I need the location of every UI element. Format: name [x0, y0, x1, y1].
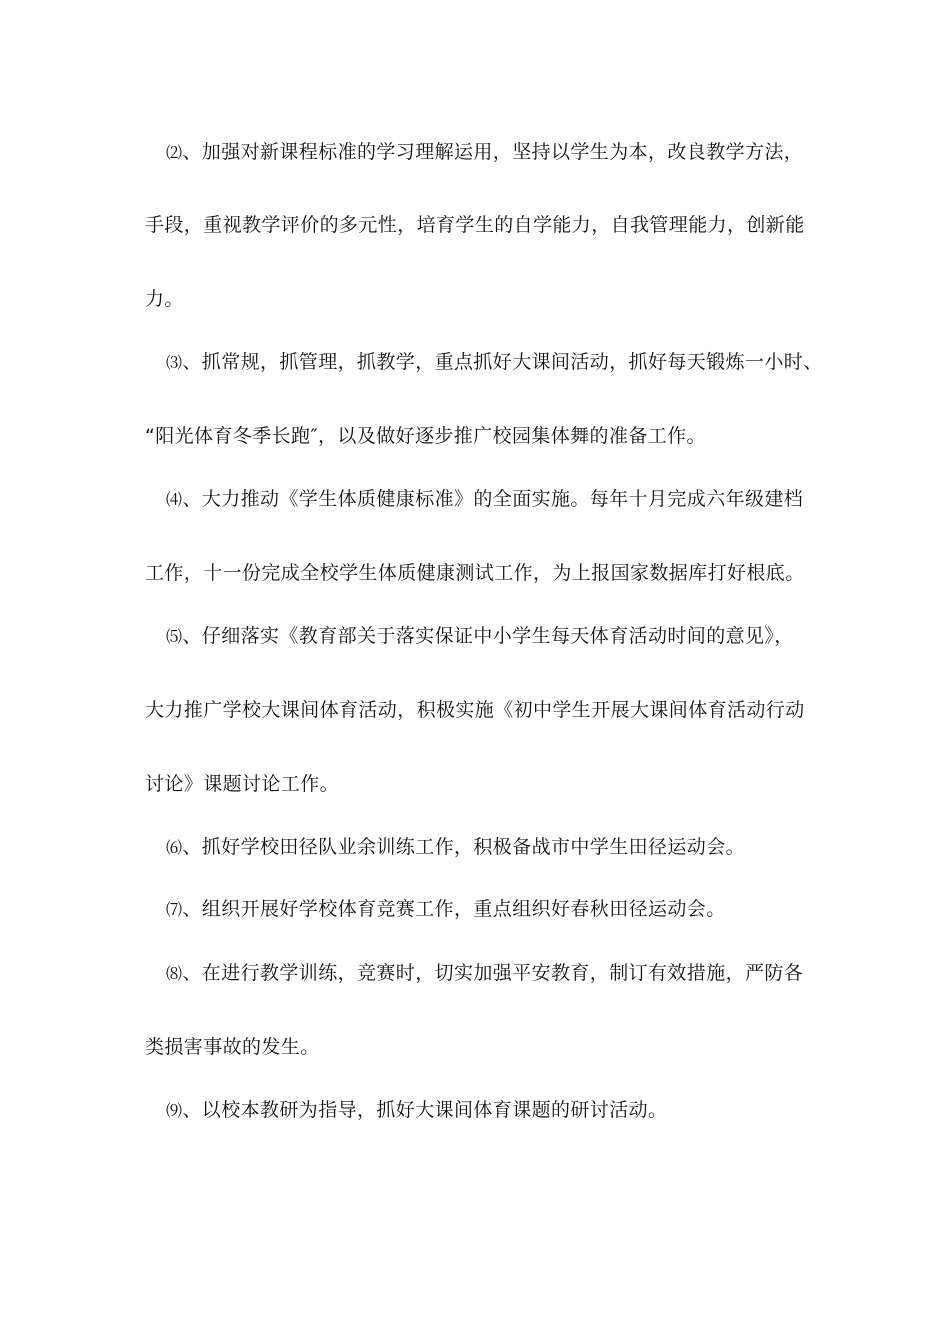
paragraph-6-line-1 — [166, 834, 745, 861]
line-text: 、以校本教研为指导，抓好大课间体育课题的研讨活动。 — [182, 1099, 668, 1121]
line-text: 力。 — [145, 288, 184, 310]
item-number: ⑺ — [166, 900, 183, 919]
paragraph-2-line-1 — [166, 139, 803, 166]
paragraph-8-line-2 — [145, 1034, 320, 1060]
line-text: 讨论》课题讨论工作。 — [145, 773, 340, 795]
line-text: 、大力推动《学生体质健康标准》的全面实施。每年十月完成六年级建档 — [182, 488, 804, 510]
paragraph-5-line-1 — [166, 623, 794, 650]
paragraph-5-line-2 — [145, 697, 805, 723]
line-text: 、加强对新课程标准的学习理解运用，坚持以学生为本，改良教学方法， — [182, 141, 804, 163]
line-text: 、抓常规，抓管理，抓教学，重点抓好大课间活动，抓好每天锻炼一小时、 — [182, 351, 823, 373]
paragraph-4-line-1 — [166, 486, 803, 513]
paragraph-3-line-1 — [166, 349, 823, 376]
paragraph-2-line-2 — [145, 212, 805, 238]
line-text: 手段，重视教学评价的多元性，培育学生的自学能力，自我管理能力，创新能 — [145, 214, 805, 236]
item-number: ⑻ — [166, 964, 183, 983]
paragraph-3-line-2 — [145, 423, 706, 449]
line-text: 、仔细落实《教育部关于落实保证中小学生每天体育活动时间的意见》， — [182, 625, 794, 647]
item-number: ⑵ — [166, 143, 183, 162]
item-number: ⑹ — [166, 838, 183, 857]
item-number: ⑸ — [166, 627, 183, 646]
item-number: ⑶ — [166, 353, 183, 372]
line-text: “阳光体育冬季长跑″，以及做好逐步推广校园集体舞的准备工作。 — [145, 425, 706, 447]
line-text: 、抓好学校田径队业余训练工作，积极备战市中学生田径运动会。 — [182, 836, 746, 858]
paragraph-9-line-1 — [166, 1097, 667, 1124]
line-text: 、在进行教学训练，竞赛时，切实加强平安教育，制订有效措施，严防各 — [182, 962, 804, 984]
line-text: 工作，十一份完成全校学生体质健康测试工作，为上报国家数据库打好根底。 — [145, 562, 805, 584]
line-text: 类损害事故的发生。 — [145, 1036, 320, 1058]
line-text: 、组织开展好学校体育竞赛工作，重点组织好春秋田径运动会。 — [182, 898, 726, 920]
paragraph-8-line-1 — [166, 960, 803, 987]
paragraph-5-line-3 — [145, 771, 339, 797]
paragraph-2-line-3 — [145, 286, 184, 312]
paragraph-7-line-1 — [166, 896, 726, 923]
item-number: ⑷ — [166, 490, 183, 509]
line-text: 大力推广学校大课间体育活动，积极实施《初中学生开展大课间体育活动行动 — [145, 699, 805, 721]
item-number: ⑼ — [166, 1101, 183, 1120]
paragraph-4-line-2 — [145, 560, 805, 586]
